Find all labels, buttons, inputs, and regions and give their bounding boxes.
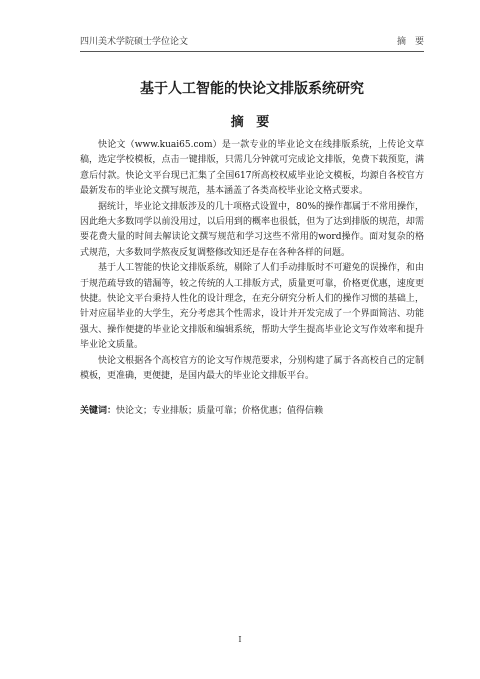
keywords-line (80, 404, 424, 418)
page-number: I (238, 635, 242, 644)
abstract-paragraph: 快论文（www.kuai65.com）是一款专业的毕业论文在线排版系统，上传论文草稿，选定学校模板，点击一键排版，只需几分钟就可完成论文排版，免费下载预览，满意后付款。快论文平台现已汇集了全国617所高校权威毕业论文模板，均源自各校官方最新发布的毕业论文撰写规范，基本涵盖了各类高校毕业论文格式要求。 (80, 140, 424, 197)
abstract-paragraph: 快论文根据各个高校官方的论文写作规范要求，分别构建了属于各高校自己的定制模板，更准确，更便捷，是国内最大的毕业论文排版平台。 (80, 355, 424, 382)
keywords-label: 关键词： (80, 406, 117, 416)
keywords-text: 快论文；专业排版；质量可靠；价格优惠；值得信赖 (116, 406, 324, 416)
abstract-paragraph: 据统计，毕业论文排版涉及的几十项格式设置中，80%的操作都属于不常用操作，因此绝大多数同学以前没用过，以后用到的概率也很低，但为了达到排版的规范，却需要花费大量的时间去解读论文撰写规范和学习这些不常用的word操作。面对复杂的格式规范，大多数同学熬夜反复调整修改知还是存在各种各样的问题。 (80, 201, 425, 258)
header-school-title: 四川美术学院硕士学位论文 (80, 37, 189, 47)
abstract-heading: 摘 要 (230, 115, 274, 130)
running-header (80, 36, 424, 52)
abstract-body (80, 138, 424, 385)
thesis-title: 基于人工智能的快论文排版系统研究 (140, 81, 364, 97)
abstract-paragraph: 基于人工智能的快论文排版系统，剔除了人们手动排版时不可避免的误操作，和由于规范疏导致的错漏等，较之传统的人工排版方式，质量更可靠，价格更优惠，速度更快捷。快论文平台秉持人性化的设计理念，在充分研究分析人们的操作习惯的基础上，针对应届毕业的大学生，充分考虑其个性需求，设计并开发完成了一个界面简洁、功能强大、操作便捷的毕业论文排版和编辑系统，帮助大学生提高毕业论文写作效率和提升毕业论文质量。 (80, 263, 424, 351)
header-section-label: 摘 要 (396, 37, 424, 47)
